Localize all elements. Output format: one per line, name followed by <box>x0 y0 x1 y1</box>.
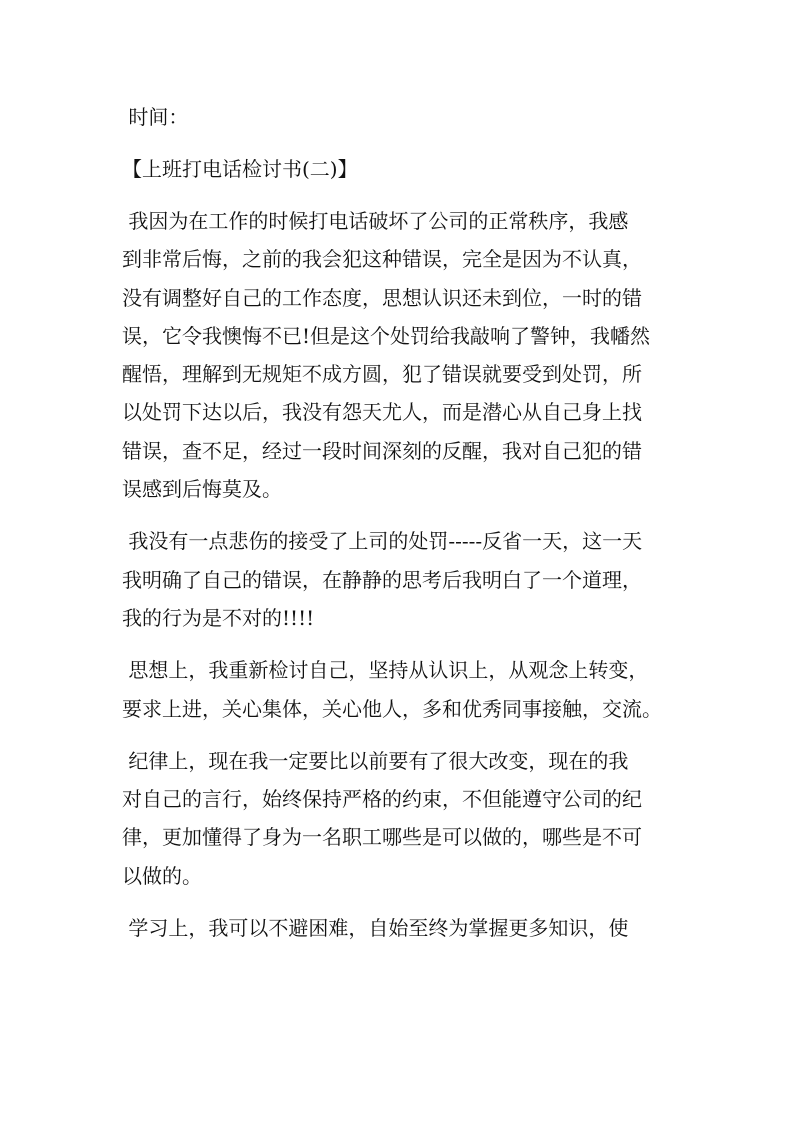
paragraph-line: 学习上，我可以不避困难，自始至终为掌握更多知识，使 <box>122 916 629 941</box>
paragraph <box>122 909 677 947</box>
paragraph <box>122 522 677 637</box>
paragraph-line: 要求上进，关心集体，关心他人，多和优秀同事接触，交流。 <box>122 696 662 721</box>
paragraph-line: 律，更加懂得了身为一名职工哪些是可以做的，哪些是不可 <box>122 825 642 850</box>
document-body <box>122 98 677 961</box>
paragraph <box>122 202 677 508</box>
paragraph-line: 错误，查不足，经过一段时间深刻的反醒，我对自己犯的错 <box>122 438 642 463</box>
paragraph <box>122 651 677 728</box>
paragraph-line: 误感到后悔莫及。 <box>122 477 282 502</box>
paragraph-line: 没有调整好自己的工作态度，思想认识还未到位，一时的错 <box>122 285 642 310</box>
paragraph-line: 以做的。 <box>122 863 202 888</box>
paragraph-line: 思想上，我重新检讨自己，坚持从认识上，从观念上转变， <box>122 658 649 683</box>
paragraph-line: 以处罚下达以后，我没有怨天尤人，而是潜心从自己身上找 <box>122 400 642 425</box>
paragraph-line: 对自己的言行，始终保持严格的约束，不但能遵守公司的纪 <box>122 787 642 812</box>
paragraph-line: 醒悟，理解到无规矩不成方圆，犯了错误就要受到处罚，所 <box>122 362 642 387</box>
paragraph-line: 我明确了自己的错误，在静静的思考后我明白了一个道理， <box>122 567 642 592</box>
time-label: 时间： <box>122 105 189 129</box>
paragraph-line: 误，它令我懊悔不已!但是这个处罚给我敲响了警钟，我幡然 <box>122 323 651 348</box>
paragraph <box>122 742 677 895</box>
paragraph-line: 我因为在工作的时候打电话破坏了公司的正常秩序，我感 <box>122 209 629 233</box>
paragraph-line: 纪律上，现在我一定要比以前要有了很大改变，现在的我 <box>122 748 629 773</box>
paragraph-line: 我没有一点悲伤的接受了上司的处罚-----反省一天，这一天 <box>122 529 643 554</box>
paragraph-line: 到非常后悔，之前的我会犯这种错误，完全是因为不认真， <box>122 247 642 272</box>
document-heading: 【上班打电话检讨书(二)】 <box>122 157 358 181</box>
paragraph-line: 我的行为是不对的!!!! <box>122 605 315 630</box>
